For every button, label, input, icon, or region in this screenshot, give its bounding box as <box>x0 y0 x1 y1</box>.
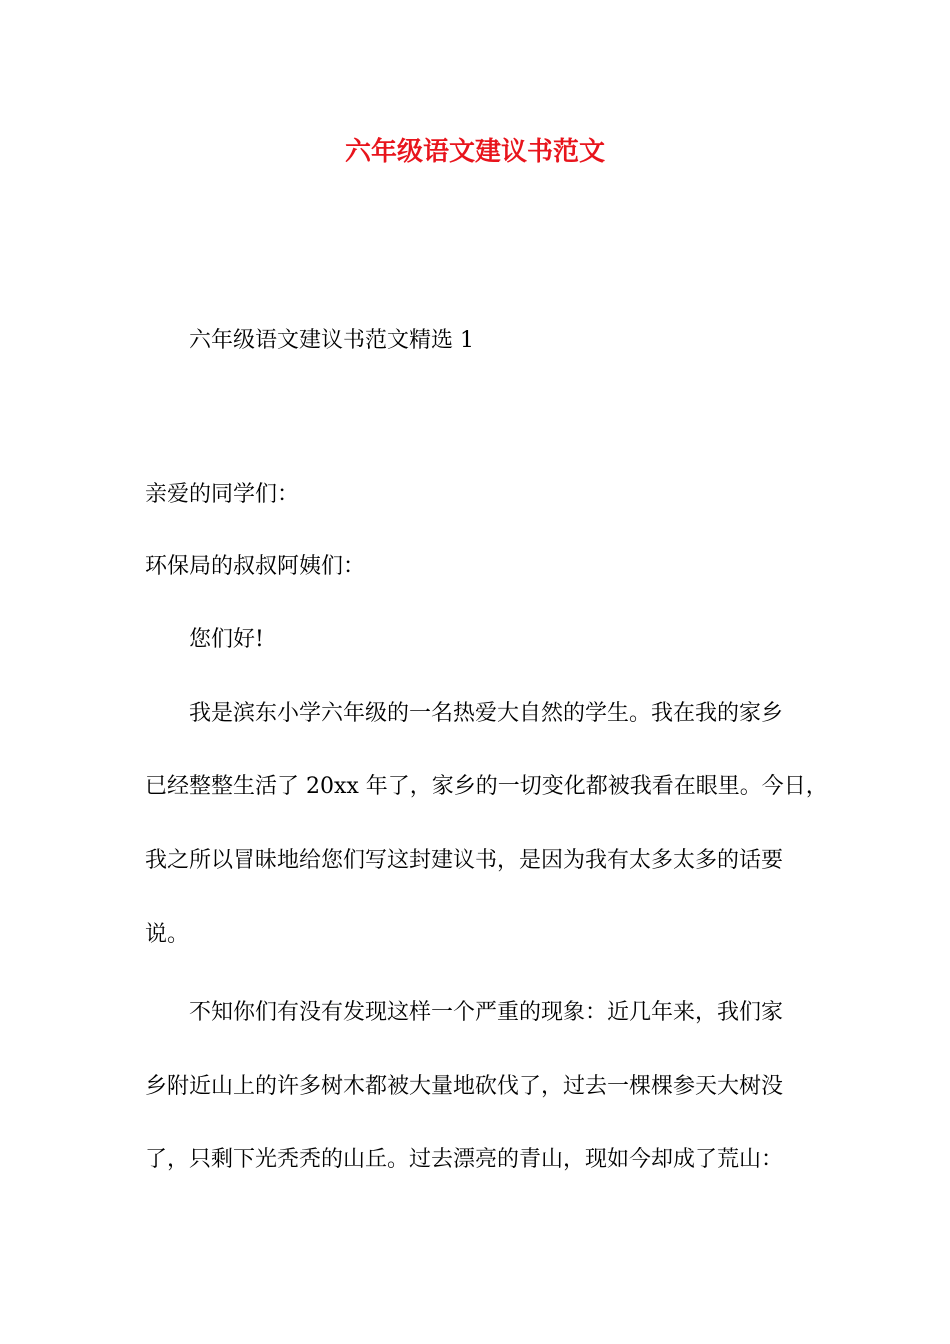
document-title: 六年级语文建议书范文 <box>344 137 605 167</box>
paragraph-1-line-3: 我之所以冒昧地给您们写这封建议书，是因为我有太多太多的话要 <box>145 848 784 873</box>
salutation-bureau: 环保局的叔叔阿姨们： <box>145 554 366 579</box>
paragraph-1-line-1: 我是滨东小学六年级的一名热爱大自然的学生。我在我的家乡 <box>189 701 784 726</box>
paragraph-1-line-2: 已经整整生活了 20xx 年了，家乡的一切变化都被我看在眼里。今日， <box>145 774 828 799</box>
greeting: 您们好! <box>189 627 264 652</box>
paragraph-2-line-3: 了，只剩下光秃秃的山丘。过去漂亮的青山，现如今却成了荒山： <box>145 1147 784 1172</box>
paragraph-2-line-1: 不知你们有没有发现这样一个严重的现象：近几年来，我们家 <box>189 1000 784 1025</box>
section-subtitle: 六年级语文建议书范文精选 1 <box>189 328 474 353</box>
salutation-students: 亲爱的同学们： <box>145 482 300 507</box>
paragraph-2-line-2: 乡附近山上的许多树木都被大量地砍伐了，过去一棵棵参天大树没 <box>145 1074 784 1099</box>
paragraph-1-line-4: 说。 <box>145 922 190 947</box>
